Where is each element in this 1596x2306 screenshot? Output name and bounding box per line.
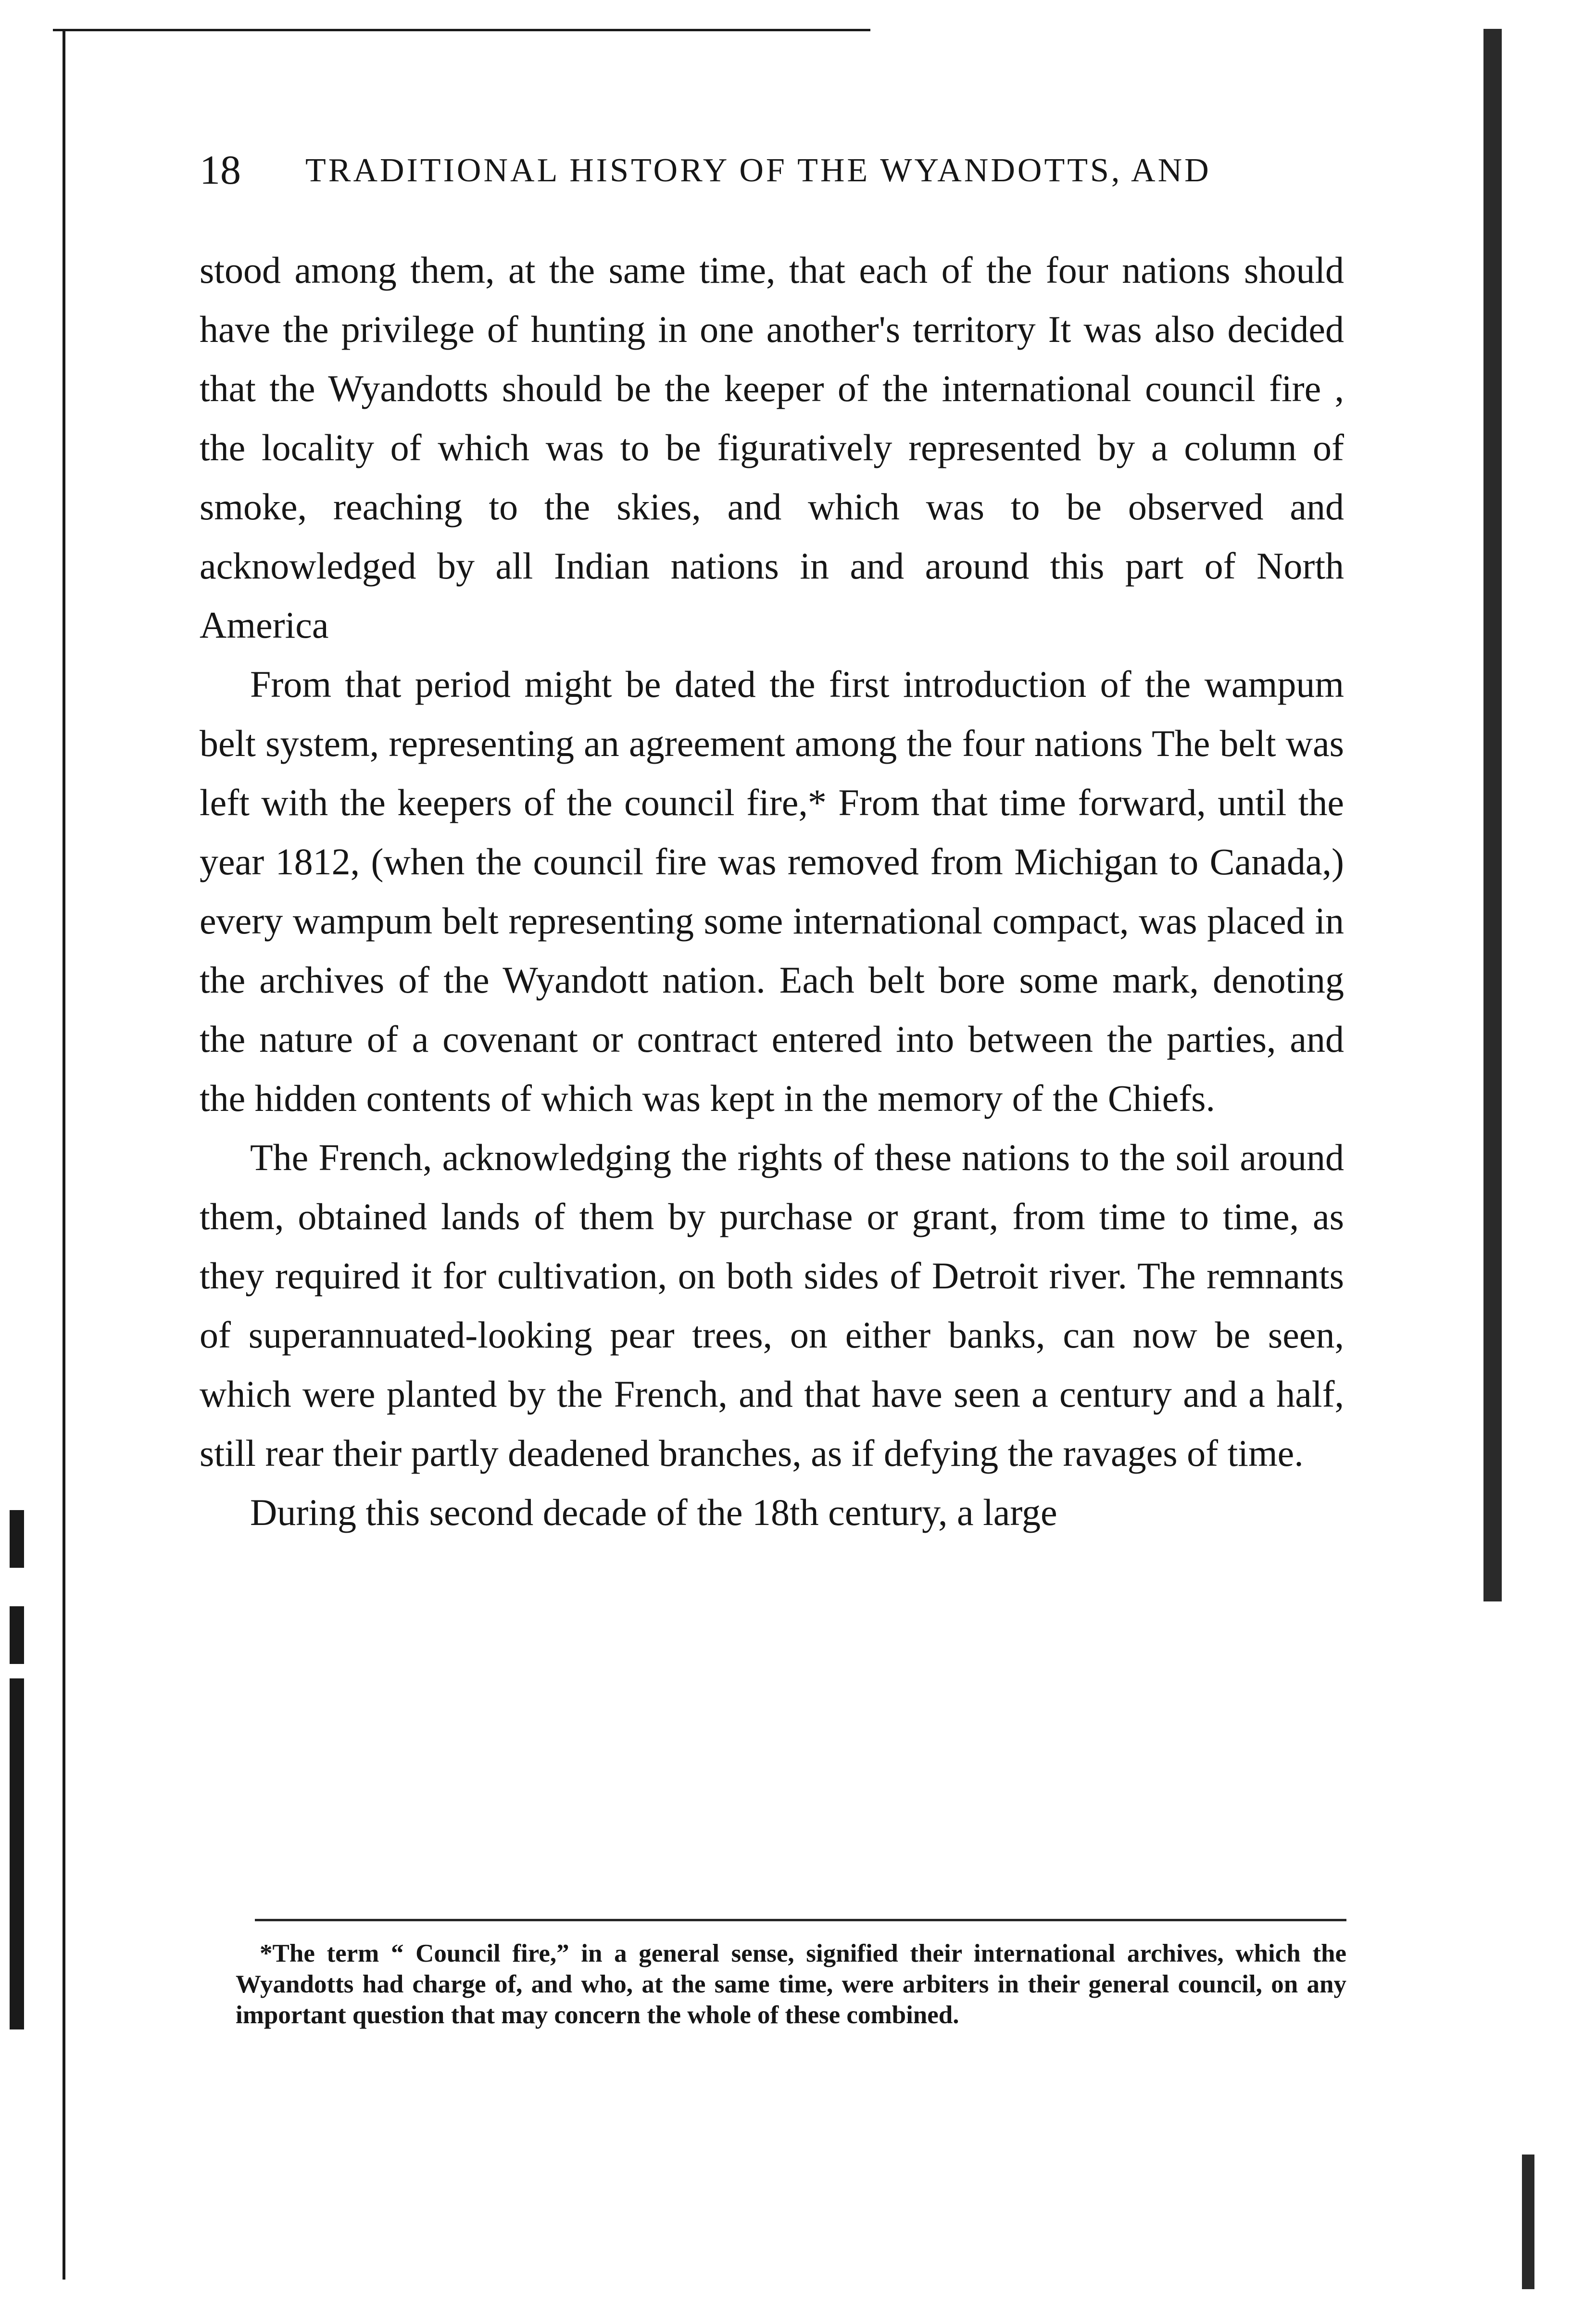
scan-right-edge bbox=[1483, 29, 1502, 1601]
scan-left-border bbox=[63, 29, 65, 2280]
paragraph-1: stood among them, at the same time, that each of the four nations should have the privilege of hunting in one another's territory It was also decided that the Wyandotts should be the keeper of the international council fire , the locality of which was to be figuratively represented by a column of smoke, reaching to the skies, and which was to be observed and acknowledged by all Indian nations in and around this part of North America bbox=[200, 249, 1344, 646]
footnote: *The term “ Council fire,” in a general sense, signified their international archives, which the Wyandotts had charge of, and who, at the same time, were arbiters in their general council, on any important question that may concern the whole of these combined. bbox=[236, 1940, 1346, 2029]
body-text bbox=[200, 240, 1344, 1542]
paragraph-2: From that period might be dated the first introduction of the wampum belt system, representing an agreement among the four nations The belt was left with the keepers of the council fire,* From that time forward, until the year 1812, (when the council fire was removed from Michigan to Canada,) every wampum belt representing some international compact, was placed in the archives of the Wyandott nation. Each belt bore some mark, denoting the nature of a covenant or contract entered into between the parties, and the hidden contents of which was kept in the memory of the Chiefs. bbox=[200, 663, 1344, 1119]
scan-left-block-2 bbox=[10, 1606, 24, 1664]
footnote-divider bbox=[255, 1919, 1346, 1921]
running-title: TRADITIONAL HISTORY OF THE WYANDOTTS, AND bbox=[305, 152, 1211, 189]
paragraph-3: The French, acknowledging the rights of these nations to the soil around them, obtained lands of them by purchase or grant, from time to time, as they required it for cultivation, on both sides of Detroit river. The remnants of superannuated-looking pear trees, on either banks, can now be seen, which were planted by the French, and that have seen a century and a half, still rear their partly deadened branches, as if defying the ravages of time. bbox=[200, 1136, 1344, 1474]
scan-top-border bbox=[53, 29, 870, 31]
scan-left-block-1 bbox=[10, 1510, 24, 1568]
scan-right-edge-lower bbox=[1522, 2155, 1534, 2289]
page-number: 18 bbox=[200, 147, 241, 193]
paragraph-4: During this second decade of the 18th century, a large bbox=[250, 1491, 1057, 1533]
scan-left-block-3 bbox=[10, 1678, 24, 2029]
